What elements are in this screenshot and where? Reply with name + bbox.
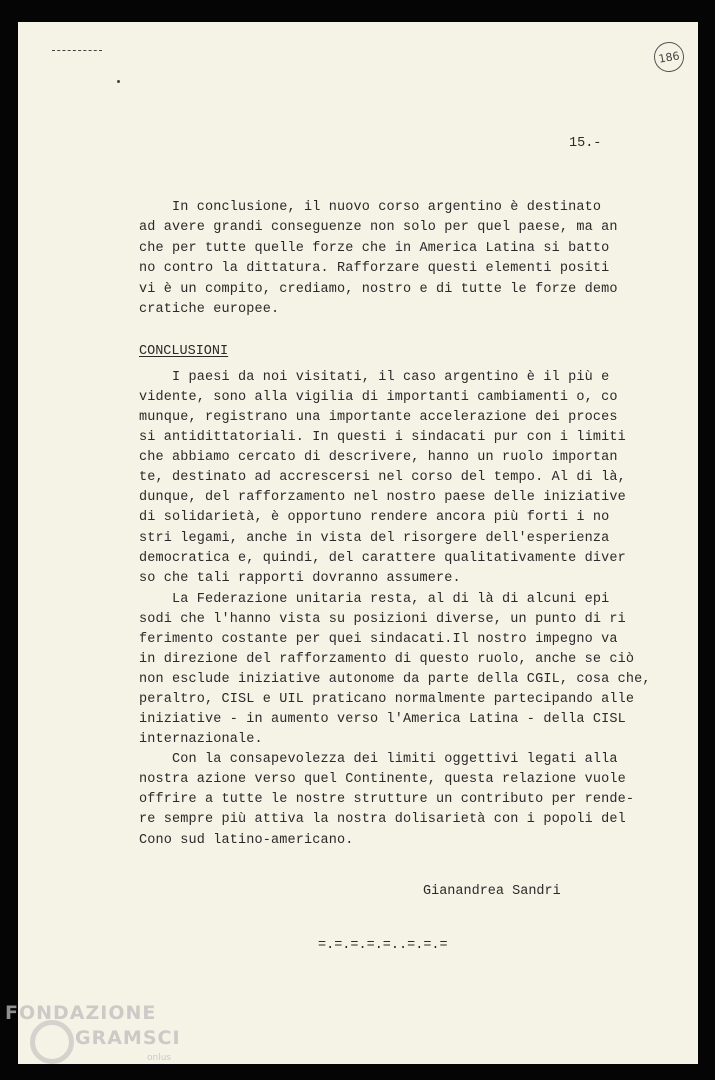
text-line: non esclude iniziative autonome da parte della CGIL, cosa che,	[139, 672, 651, 687]
text-line: democratica e, quindi, del carattere qualitativamente diver	[139, 551, 626, 566]
text-line: dunque, del rafforzamento nel nostro paese delle iniziative	[139, 490, 626, 505]
text-line: che abbiamo cercato di descrivere, hanno un ruolo importan	[139, 450, 618, 465]
text-line: sodi che l'hanno vista su posizioni diverse, un punto di ri	[139, 612, 626, 627]
text-line: si antidittatoriali. In questi i sindacati pur con i limiti	[139, 430, 626, 445]
text-line: internazionale.	[139, 732, 263, 747]
text-line: te, destinato ad accrescersi nel corso del tempo. Al di là,	[139, 470, 626, 485]
page-number: 15.-	[569, 136, 602, 151]
end-mark: =.=.=.=.=..=.=.=	[318, 938, 448, 953]
text-line: re sempre più attiva la nostra dolisarietà con i popoli del	[139, 812, 626, 827]
text-line: I paesi da noi visitati, il caso argentino è il più e	[139, 370, 610, 385]
text-line: vi è un compito, crediamo, nostro e di tutte le forze demo	[139, 282, 618, 297]
text-line: in direzione del rafforzamento di questo ruolo, anche se ciò	[139, 652, 635, 667]
text-line: La Federazione unitaria resta, al di là di alcuni epi	[139, 592, 610, 607]
text-line: iniziative - in aumento verso l'America Latina - della CISL	[139, 712, 626, 727]
text-line: munque, registrano una importante accelerazione dei proces	[139, 410, 618, 425]
section-heading: CONCLUSIONI	[139, 344, 229, 359]
text-line: no contro la dittatura. Rafforzare questi elementi positi	[139, 261, 610, 276]
text-line: stri legami, anche in vista del risorgere dell'esperienza	[139, 531, 610, 546]
text-line: ferimento costante per quei sindacati.Il nostro impegno va	[139, 632, 618, 647]
text-line: peraltro, CISL e UIL praticano normalmente partecipando alle	[139, 692, 635, 707]
text-line: offrire a tutte le nostre strutture un contributo per rende-	[139, 792, 635, 807]
pen-mark	[52, 50, 102, 51]
text-line: ad avere grandi conseguenze non solo per quel paese, ma an	[139, 220, 618, 235]
text-line: vidente, sono alla vigilia di importanti cambiamenti o, co	[139, 390, 618, 405]
text-line: Con la consapevolezza dei limiti oggettivi legati alla	[139, 752, 618, 767]
watermark-line3: onlus	[147, 1053, 172, 1063]
signature: Gianandrea Sandri	[423, 884, 561, 899]
text-line: che per tutte quelle forze che in America Latina si batto	[139, 241, 610, 256]
watermark-line1: FONDAZIONE	[5, 1002, 157, 1024]
text-line: In conclusione, il nuovo corso argentino è destinato	[139, 200, 602, 215]
watermark-line2: GRAMSCI	[75, 1027, 181, 1049]
watermark-g-icon	[30, 1020, 74, 1064]
text-line: di solidarietà, è opportuno rendere ancora più forti i no	[139, 510, 610, 525]
archive-page-stamp: 186	[652, 40, 687, 75]
text-line: nostra azione verso quel Continente, questa relazione vuole	[139, 772, 626, 787]
pen-dot	[117, 80, 120, 83]
text-line: Cono sud latino-americano.	[139, 833, 354, 848]
text-line: cratiche europee.	[139, 302, 280, 317]
text-line: so che tali rapporti dovranno assumere.	[139, 571, 461, 586]
